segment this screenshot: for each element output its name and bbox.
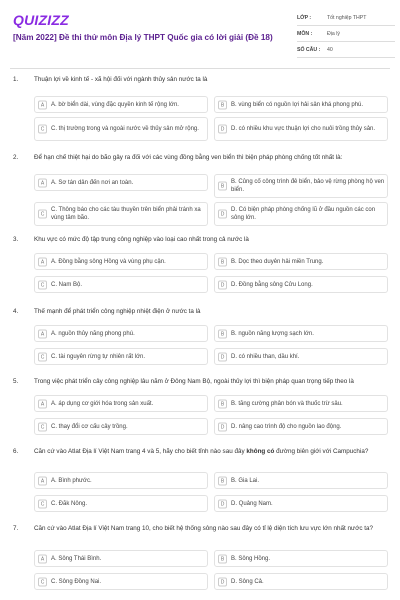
meta-value: Địa lý	[327, 30, 340, 37]
question-number: 3.	[13, 236, 19, 243]
option-c[interactable]	[34, 348, 208, 365]
option-b[interactable]	[214, 253, 388, 270]
option-text: D. Quảng Nam.	[231, 500, 273, 507]
question-number: 4.	[13, 308, 19, 315]
question-text	[34, 448, 389, 457]
option-text: A. Sơ tán dân đến nơi an toàn.	[51, 179, 134, 186]
page-title: [Năm 2022] Đề thi thử môn Địa lý THPT Quốc gia có lời giải (Đề 18)	[13, 33, 273, 42]
option-letter: B	[218, 182, 227, 191]
option-text: B. vùng biển có nguồn lợi hải sản khá phong phú.	[231, 101, 364, 108]
option-b[interactable]	[214, 96, 388, 113]
option-text: B. Gia Lai.	[231, 477, 260, 484]
option-d[interactable]	[214, 573, 388, 590]
question-text-emphasis: không có	[246, 448, 275, 455]
question-text-part: Căn cứ vào Atlat Địa lí Việt Nam trang 4 và 5, hãy cho biết tỉnh nào sau đây	[34, 448, 247, 455]
logo: QUIZIZZ	[13, 12, 69, 28]
question-text: Thuận lợi về kinh tế - xã hội đối với ngành thủy sản nước ta là	[34, 76, 208, 83]
option-letter: A	[38, 178, 47, 187]
option-a[interactable]	[34, 325, 208, 342]
meta-row-class	[297, 10, 395, 26]
option-text: C. Thông báo cho các tàu thuyền trên biển phải tránh xa vùng tâm bão.	[51, 207, 201, 221]
meta-label: LỚP :	[297, 14, 312, 21]
meta-label: MÔN :	[297, 30, 313, 37]
question-text: Trong việc phát triển cây công nghiệp lâu năm ở Đông Nam Bộ, ngoài thủy lợi thì biện pháp quan trọng tiếp theo là	[34, 378, 354, 385]
option-text: A. Bình phước.	[51, 477, 92, 484]
option-text: A. Đồng bằng sông Hồng và vùng phụ cận.	[51, 258, 166, 265]
option-letter: A	[38, 399, 47, 408]
option-text: A. áp dụng cơ giới hóa trong sản xuất.	[51, 400, 154, 407]
option-c[interactable]	[34, 117, 208, 141]
question-text-part: đường biên giới với Campuchia?	[274, 448, 369, 455]
option-letter: B	[218, 399, 227, 408]
option-a[interactable]	[34, 395, 208, 412]
option-letter: B	[218, 554, 227, 563]
option-letter: D	[218, 577, 227, 586]
option-d[interactable]	[214, 418, 388, 435]
question-number: 2.	[13, 154, 19, 161]
option-text: C. thay đổi cơ cấu cây trồng.	[51, 423, 128, 430]
option-b[interactable]	[214, 174, 388, 198]
option-letter: C	[38, 352, 47, 361]
header-divider	[10, 68, 390, 69]
option-text: B. tăng cường phân bón và thuốc trừ sâu.	[231, 400, 343, 407]
option-c[interactable]	[34, 202, 208, 226]
option-d[interactable]	[214, 117, 388, 141]
option-letter: C	[38, 210, 47, 219]
question-number: 1.	[13, 76, 19, 83]
option-letter: A	[38, 257, 47, 266]
option-letter: D	[218, 352, 227, 361]
option-text: D. Sông Cả.	[231, 578, 264, 585]
option-letter: C	[38, 280, 47, 289]
option-c[interactable]	[34, 495, 208, 512]
question-number: 7.	[13, 525, 19, 532]
option-d[interactable]	[214, 202, 388, 226]
option-text: B. Sông Hồng.	[231, 555, 271, 562]
question-text: Khu vực có mức độ tập trung công nghiệp vào loại cao nhất trong cả nước là	[34, 236, 249, 243]
option-d[interactable]	[214, 495, 388, 512]
option-letter: B	[218, 476, 227, 485]
option-letter: B	[218, 329, 227, 338]
option-letter: D	[218, 125, 227, 134]
option-a[interactable]	[34, 472, 208, 489]
option-text: D. Có biện pháp phòng chống lũ ở đầu nguồn các con sông lớn.	[231, 207, 376, 221]
meta-row-count	[297, 42, 395, 58]
option-letter: D	[218, 422, 227, 431]
option-letter: C	[38, 125, 47, 134]
option-c[interactable]	[34, 276, 208, 293]
meta-label: SỐ CÂU :	[297, 46, 321, 53]
option-text: C. Đăk Nông.	[51, 500, 88, 507]
option-c[interactable]	[34, 418, 208, 435]
option-b[interactable]	[214, 550, 388, 567]
option-text: D. Đồng bằng sông Cửu Long.	[231, 281, 313, 288]
option-letter: D	[218, 280, 227, 289]
option-letter: B	[218, 100, 227, 109]
meta-value: 40	[327, 46, 333, 53]
meta-row-subject	[297, 26, 395, 42]
option-letter: C	[38, 422, 47, 431]
option-b[interactable]	[214, 395, 388, 412]
meta-value: Tốt nghiệp THPT	[327, 14, 367, 21]
option-a[interactable]	[34, 96, 208, 113]
meta-table	[297, 10, 395, 58]
option-letter: B	[218, 257, 227, 266]
question-text: Căn cứ vào Atlat Địa lí Việt Nam trang 10, cho biết hệ thống sông nào sau đây có tỉ lệ diện tích lưu vực lớn nhất nước ta?	[34, 525, 373, 532]
option-d[interactable]	[214, 276, 388, 293]
option-text: C. thị trường trong và ngoài nước về thủy sản mở rộng.	[51, 126, 199, 132]
question-text: Thế mạnh để phát triển công nghiệp nhiệt điện ở nước ta là	[34, 308, 201, 315]
option-a[interactable]	[34, 253, 208, 270]
option-letter: A	[38, 476, 47, 485]
option-text: C. tài nguyên rừng tự nhiên rất lớn.	[51, 353, 146, 360]
option-text: D. nâng cao trình độ cho nguồn lao động.	[231, 423, 342, 430]
option-text: A. Sông Thái Bình.	[51, 555, 102, 562]
option-letter: D	[218, 210, 227, 219]
option-d[interactable]	[214, 348, 388, 365]
option-letter: A	[38, 100, 47, 109]
option-text: A. nguồn thủy năng phong phú.	[51, 330, 135, 337]
option-letter: A	[38, 329, 47, 338]
option-text: B. Củng cố công trình đê biển, bảo vệ rừng phòng hộ ven biển.	[231, 179, 385, 193]
option-c[interactable]	[34, 573, 208, 590]
option-text: C. Nam Bộ.	[51, 281, 83, 288]
option-letter: A	[38, 554, 47, 563]
option-letter: C	[38, 577, 47, 586]
option-letter: D	[218, 499, 227, 508]
option-text: D. có nhiều khu vực thuận lợi cho nuôi trồng thủy sản.	[231, 126, 376, 132]
question-number: 6.	[13, 448, 19, 455]
option-text: C. Sông Đồng Nai.	[51, 578, 102, 585]
option-text: A. bờ biển dài, vùng đặc quyền kinh tế rộng lớn.	[51, 101, 179, 108]
option-b[interactable]	[214, 472, 388, 489]
option-letter: C	[38, 499, 47, 508]
option-a[interactable]	[34, 174, 208, 191]
option-a[interactable]	[34, 550, 208, 567]
header	[0, 0, 400, 66]
question-number: 5.	[13, 378, 19, 385]
option-text: B. nguồn năng lượng sạch lớn.	[231, 330, 314, 337]
option-text: D. có nhiều than, dầu khí.	[231, 353, 300, 360]
option-text: B. Dọc theo duyên hải miền Trung.	[231, 258, 324, 265]
option-b[interactable]	[214, 325, 388, 342]
question-text: Để hạn chế thiệt hại do bão gây ra đối với các vùng đồng bằng ven biển thì biện pháp phòng chống tốt nhất là:	[34, 154, 343, 161]
